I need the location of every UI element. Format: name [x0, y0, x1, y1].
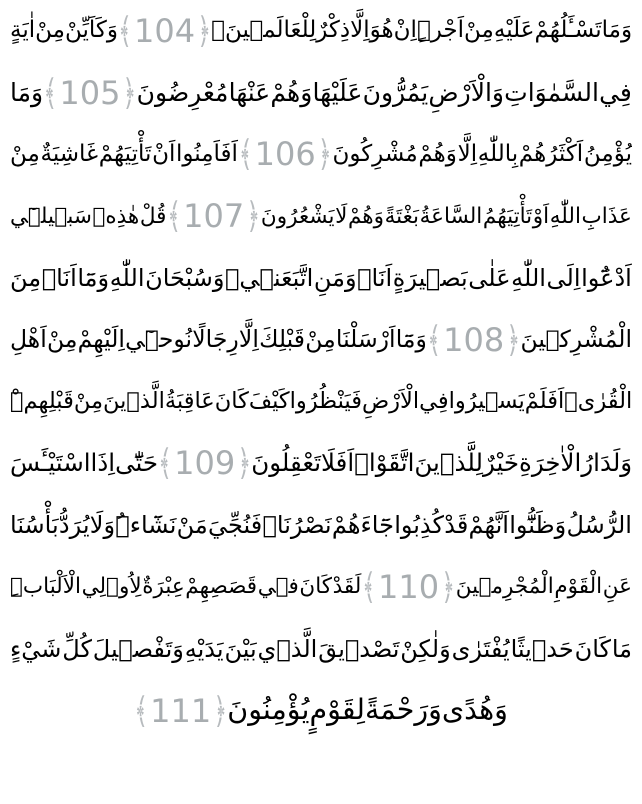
arabic-word: كَانَ	[574, 634, 611, 663]
arabic-word: عَنِ	[602, 574, 632, 600]
arabic-word: قَصَصِهِمْ	[185, 574, 258, 600]
arabic-word: خَيْرٌ	[482, 448, 520, 478]
arabic-word: اَدْعُٓوا	[581, 264, 632, 293]
arabic-word: اللّٰهِ	[549, 203, 581, 229]
verse-marker-bracket: ﴿	[317, 133, 332, 176]
arabic-word: اِلَيْهِمْ	[77, 325, 125, 354]
arabic-word: قَبْلِكَ	[259, 325, 305, 354]
text-line	[10, 556, 632, 618]
arabic-word: يُؤْمِنُ	[583, 140, 632, 167]
arabic-word: فِي	[419, 388, 449, 415]
arabic-word: وَهُمْ	[270, 78, 313, 108]
verse-number: 104	[134, 11, 196, 50]
arabic-word: تَعْقِلُونَ	[251, 448, 322, 478]
verse-number: 105	[59, 73, 121, 112]
verse-number-marker	[238, 133, 332, 176]
arabic-word: اَنَا۬	[41, 264, 77, 293]
arabic-word: وَالْاَرْضِ	[428, 78, 504, 108]
arabic-word: وَمَنِ	[313, 264, 357, 293]
text-line	[10, 309, 632, 371]
arabic-word: مِنْ	[73, 388, 104, 415]
arabic-word: اَنَا۬	[357, 264, 393, 293]
text-line	[10, 0, 632, 62]
arabic-word: نَشَٓاءُۜ	[115, 511, 177, 540]
arabic-word: بَيْنَ	[224, 634, 257, 663]
arabic-word: وَمَا	[601, 17, 632, 44]
arabic-word: وَظَنُّٓوا	[509, 511, 567, 540]
arabic-word: سَبٖيلٖٓي	[10, 203, 92, 229]
text-line	[10, 618, 632, 680]
verse-number: 111	[150, 691, 212, 730]
arabic-word: تَسْـَٔلُهُمْ	[534, 17, 602, 44]
verse-marker-bracket: ﴿	[246, 195, 261, 238]
arabic-word: اِلَّا	[457, 140, 478, 167]
verse-number: 108	[443, 320, 505, 359]
arabic-word: اَفَاَمِنُوا	[176, 140, 238, 167]
arabic-word: لَقَدْ	[332, 574, 362, 600]
arabic-word: تَأْتِيَهُمْ	[98, 140, 152, 167]
arabic-word: كَانَ	[299, 574, 332, 600]
arabic-word: يُؤْمِنُونَ	[227, 693, 310, 727]
arabic-word: مِنْ	[35, 17, 65, 44]
arabic-word: اللّٰهِ	[511, 264, 546, 293]
arabic-word: يَشْعُرُونَ	[260, 203, 335, 229]
verse-marker-bracket: ﴾	[134, 689, 149, 732]
text-line	[10, 680, 632, 742]
arabic-word: الَّذٖينَ	[103, 388, 165, 415]
arabic-word: تَأْتِيَهُمُ	[482, 203, 533, 229]
arabic-word: وَكَاَيِّنْ	[64, 17, 118, 44]
text-line	[10, 247, 632, 309]
arabic-word: مِنْ	[305, 325, 336, 354]
arabic-word: اِلَّا	[238, 325, 259, 354]
arabic-word: فَنُجِّيَ	[208, 511, 263, 540]
verse-marker-bracket: ﴾	[427, 318, 442, 361]
arabic-word: كُذِبُوا	[394, 511, 444, 540]
arabic-word: اتَّبَعَنٖيۜ	[225, 264, 314, 293]
arabic-word: وَهُمْ	[418, 140, 457, 167]
text-line	[10, 124, 632, 186]
verse-marker-bracket: ﴾	[43, 71, 58, 114]
arabic-word: لِقَوْمٍ	[309, 693, 365, 727]
text-line	[10, 185, 632, 247]
arabic-word: شَيْءٍ	[10, 634, 62, 663]
arabic-word: اَفَلَا	[321, 448, 355, 478]
verse-marker-bracket: ﴾	[361, 566, 376, 609]
arabic-word: مَا	[611, 634, 632, 663]
arabic-word: وَهُدًى	[441, 693, 508, 727]
arabic-word: يُفْتَرٰى	[451, 634, 510, 663]
arabic-word: الَّذٖي	[257, 634, 318, 663]
verse-number: 106	[254, 135, 316, 174]
arabic-word: عَلٰى	[468, 264, 511, 293]
arabic-word: اَنْ	[152, 140, 176, 167]
verse-marker-bracket: ﴿	[122, 71, 137, 114]
arabic-word: الْاَلْبَابِۜ	[10, 574, 81, 600]
arabic-word: قُلْ	[139, 203, 167, 229]
arabic-word: وَتَفْصٖيلَ	[92, 634, 184, 663]
verse-marker-bracket: ﴾	[158, 442, 173, 485]
arabic-word: لَا	[335, 203, 348, 229]
arabic-word: بِاللّٰهِ	[477, 140, 519, 167]
arabic-word: السَّمٰوَاتِ	[504, 78, 599, 108]
arabic-word: وَرَحْمَةً	[364, 693, 442, 727]
arabic-word: اتَّقَوْاۜ	[354, 448, 415, 478]
arabic-word: لِلْعَالَمٖينَ۟	[211, 17, 317, 44]
arabic-word: فٖي	[257, 574, 299, 600]
arabic-word: اسْتَيْـَٔسَ	[10, 448, 91, 478]
arabic-word: فَيَنْظُرُوا	[289, 388, 362, 415]
verse-marker-bracket: ﴿	[506, 318, 521, 361]
arabic-word: وَلَا	[89, 511, 116, 540]
verse-number-marker	[117, 9, 212, 52]
arabic-word: مَنْ	[176, 511, 208, 540]
verse-marker-bracket: ﴿	[441, 566, 456, 609]
verse-marker-bracket: ﴾	[117, 9, 132, 52]
arabic-word: كَيْفَ	[248, 388, 290, 415]
verse-marker-bracket: ﴾	[238, 133, 253, 176]
arabic-word: اَكْثَرُهُمْ	[518, 140, 584, 167]
verse-marker-bracket: ﴿	[213, 689, 228, 732]
arabic-word: وَمَٓا	[77, 264, 110, 293]
arabic-word: وَمَا	[10, 78, 44, 108]
verse-number: 107	[183, 197, 245, 236]
arabic-word: فِي	[599, 78, 632, 108]
arabic-word: السَّاعَةُ	[419, 203, 483, 229]
arabic-word: عَذَابِ	[581, 203, 632, 229]
arabic-word: يُرَدُّ	[58, 511, 90, 540]
arabic-word: اللّٰهِ	[109, 264, 145, 293]
arabic-word: جَٓاءَهُمْ	[331, 511, 394, 540]
text-line	[10, 494, 632, 556]
arabic-word: نُوحٖٓي	[125, 325, 193, 354]
verse-marker-bracket: ﴿	[237, 442, 252, 485]
arabic-word: لِلَّذٖينَ	[414, 448, 483, 478]
arabic-word: الْاَرْضِ	[361, 388, 420, 415]
text-line	[10, 371, 632, 433]
verse-number-marker	[427, 318, 521, 361]
arabic-word: الْمُجْرِمٖينَ	[455, 574, 554, 600]
arabic-word: عَلَيْهَا	[312, 78, 363, 108]
arabic-word: اِلَى	[546, 264, 581, 293]
arabic-word: هٰذِهٖ	[92, 203, 140, 229]
arabic-word: وَلَدَارُ	[581, 448, 632, 478]
arabic-word: وَمَٓا	[395, 325, 427, 354]
arabic-word: غَاشِيَةٌ	[40, 140, 99, 167]
verse-number-marker	[43, 71, 137, 114]
text-line	[10, 433, 632, 495]
verse-number-marker	[167, 195, 261, 238]
verse-number-marker	[361, 566, 456, 609]
arabic-word: اَنَّهُمْ	[468, 511, 509, 540]
arabic-word: بَصٖيرَةٍ	[392, 264, 468, 293]
arabic-word: قَبْلِهِمْۜ	[10, 388, 74, 415]
arabic-word: الْاٰخِرَةِ	[519, 448, 582, 478]
arabic-word: كُلِّ	[62, 634, 92, 663]
arabic-word: هُوَ	[369, 17, 394, 44]
verse-number: 109	[174, 444, 236, 483]
arabic-word: يَمُرُّونَ	[362, 78, 429, 108]
arabic-word: اَرْسَلْنَا	[335, 325, 396, 354]
arabic-word: مِنْ	[464, 17, 494, 44]
arabic-word: مِنَ	[10, 264, 42, 293]
arabic-word: وَسُبْحَانَ	[145, 264, 225, 293]
arabic-word: الْقَوْمِ	[554, 574, 603, 600]
arabic-word: يَسٖيرُوا	[448, 388, 525, 415]
arabic-word: اَجْرٍۜ	[416, 17, 465, 44]
arabic-word: تَصْدٖيقَ	[318, 634, 400, 663]
arabic-word: مُعْرِضُونَ	[136, 78, 229, 108]
arabic-word: الْقُرٰىۜ	[564, 388, 632, 415]
arabic-word: حَدٖيثًا	[510, 634, 574, 663]
arabic-word: حَتّٰٓى	[115, 448, 159, 478]
arabic-word: قَدْ	[444, 511, 469, 540]
text-line	[10, 62, 632, 124]
arabic-word: اِنْ	[393, 17, 417, 44]
arabic-word: مِنْ	[10, 140, 40, 167]
verse-number-marker	[134, 689, 228, 732]
arabic-word: مِنْ	[46, 325, 78, 354]
verse-marker-bracket: ﴾	[167, 195, 182, 238]
arabic-word: الرُّسُلُ	[566, 511, 632, 540]
arabic-word: يَدَيْهِ	[184, 634, 224, 663]
arabic-word: اَفَلَمْ	[524, 388, 565, 415]
arabic-word: وَلٰكِنْ	[400, 634, 451, 663]
verse-number: 110	[377, 568, 440, 607]
arabic-word: رِجَالًا	[192, 325, 239, 354]
arabic-word: وَهُمْ	[348, 203, 385, 229]
arabic-word: عَنْهَا	[228, 78, 271, 108]
arabic-word: عَاقِبَةُ	[164, 388, 215, 415]
arabic-word: لِاُو۬لِي	[81, 574, 142, 600]
arabic-word: اِذَا	[90, 448, 116, 478]
arabic-word: ذِكْرٌ	[316, 17, 351, 44]
arabic-word: عِبْرَةٌ	[142, 574, 185, 600]
arabic-word: بَأْسُنَا	[10, 511, 59, 540]
verse-marker-bracket: ﴿	[197, 9, 212, 52]
arabic-word: اٰيَةٍ	[10, 17, 36, 44]
arabic-word: اَهْلِ	[10, 325, 47, 354]
arabic-word: اِلَّا	[350, 17, 370, 44]
arabic-word: بَغْتَةً	[384, 203, 420, 229]
arabic-word: الْمُشْرِكٖينَ	[520, 325, 632, 354]
verse-number-marker	[158, 442, 252, 485]
arabic-word: مُشْرِكُونَ	[332, 140, 418, 167]
arabic-word: نَصْرُنَاۙ	[262, 511, 332, 540]
arabic-word: كَانَ	[214, 388, 249, 415]
arabic-word: اَوْ	[532, 203, 550, 229]
arabic-word: عَلَيْهِ	[493, 17, 535, 44]
